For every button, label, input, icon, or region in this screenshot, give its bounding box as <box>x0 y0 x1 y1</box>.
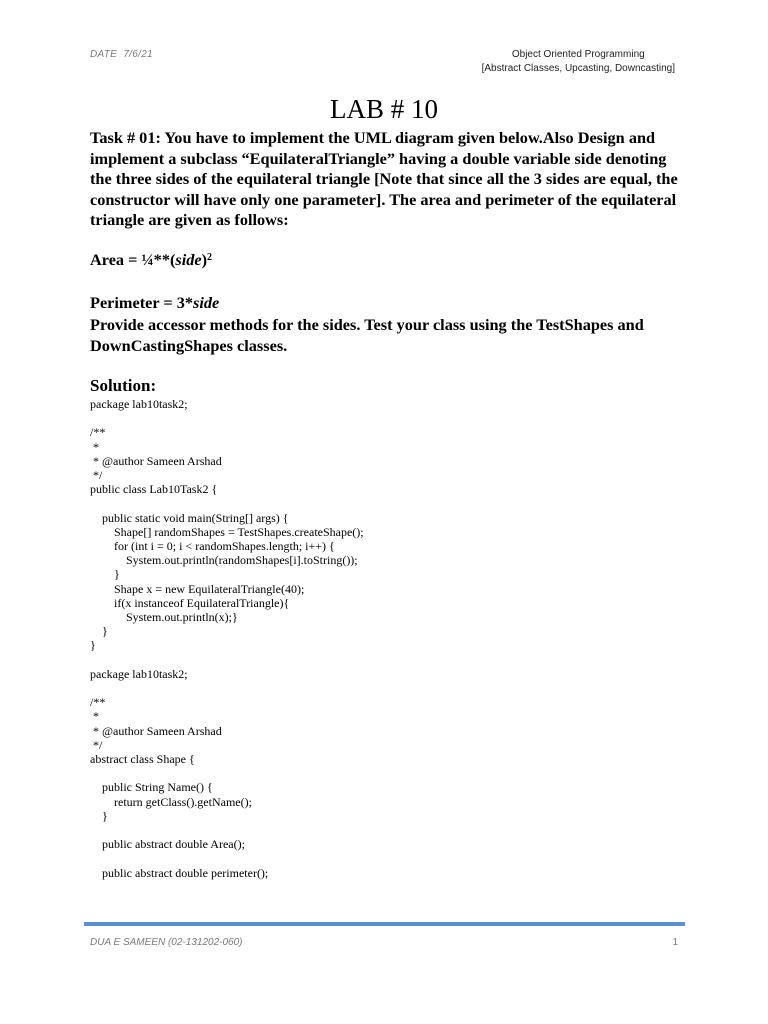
page-number: 1 <box>672 937 678 948</box>
area-suffix: ) <box>201 250 208 269</box>
code-line <box>90 653 364 667</box>
code-listing <box>90 397 364 880</box>
code-line: * @author Sameen Arshad <box>90 723 222 738</box>
perimeter-prefix: Perimeter = 3* <box>90 293 193 312</box>
page-title: LAB # 10 <box>330 94 438 124</box>
code-line: abstract class Shape { <box>90 752 195 767</box>
code-line: } <box>90 808 108 823</box>
code-line <box>90 766 364 780</box>
task-description: Task # 01: You have to implement the UML diagram given below.Also Design and implement a subclass “EquilateralTriangle” having a double variable side denoting the three sides of the equilateral triangle [Note that since all the 3 sides are equal, the constructor will have only one parameter]. The area and perimeter of the equilateral triangle are given as follows: <box>90 128 678 230</box>
code-line <box>90 852 364 866</box>
perimeter-formula <box>90 293 219 314</box>
footer-divider <box>84 922 685 926</box>
code-line: package lab10task2; <box>90 397 188 411</box>
code-line: } <box>90 638 96 653</box>
code-line: } <box>90 624 108 639</box>
code-line <box>90 823 364 837</box>
code-line: public static void main(String[] args) { <box>90 510 289 525</box>
area-prefix: Area = ¼**( <box>90 250 176 269</box>
code-line: /** <box>90 695 106 710</box>
code-line: Shape[] randomShapes = TestShapes.createShape(); <box>90 524 364 539</box>
course-topic: [Abstract Classes, Upcasting, Downcasting] <box>481 63 675 74</box>
code-line: public class Lab10Task2 { <box>90 482 218 497</box>
code-line: System.out.println(x);} <box>90 610 238 625</box>
code-line: */ <box>90 737 103 752</box>
perimeter-variable: side <box>193 293 220 312</box>
code-line: } <box>90 567 120 582</box>
course-name: Object Oriented Programming <box>511 49 645 60</box>
solution-heading: Solution: <box>90 376 157 395</box>
code-line: */ <box>90 468 103 483</box>
code-line <box>90 496 364 510</box>
code-line: for (int i = 0; i < randomShapes.length; i++) { <box>90 539 335 554</box>
code-line: package lab10task2; <box>90 666 188 681</box>
date-label: DATE <box>90 49 118 60</box>
code-line: Shape x = new EquilateralTriangle(40); <box>90 581 305 596</box>
code-line: return getClass().getName(); <box>90 794 252 809</box>
code-line: /** <box>90 425 106 440</box>
code-line: * <box>90 439 99 454</box>
footer-author: DUA E SAMEEN (02-131202-060) <box>90 937 243 948</box>
header-date <box>90 49 153 60</box>
code-line: public abstract double perimeter(); <box>90 865 269 880</box>
area-variable: side <box>175 250 202 269</box>
code-line <box>90 411 364 425</box>
header-course-info <box>482 48 675 76</box>
code-line: System.out.println(randomShapes[i].toString()); <box>90 553 358 568</box>
code-line: public abstract double Area(); <box>90 837 245 852</box>
code-line: if(x instanceof EquilateralTriangle){ <box>90 595 290 610</box>
area-formula <box>90 250 212 271</box>
instructions: Provide accessor methods for the sides. Test your class using the TestShapes and DownCastingShapes classes. <box>90 315 644 355</box>
area-exponent: 2 <box>207 252 213 263</box>
code-line: * <box>90 709 99 724</box>
code-line: public String Name() { <box>90 780 213 795</box>
code-line <box>90 681 364 695</box>
code-line: * @author Sameen Arshad <box>90 453 222 468</box>
date-value: 7/6/21 <box>123 49 153 60</box>
